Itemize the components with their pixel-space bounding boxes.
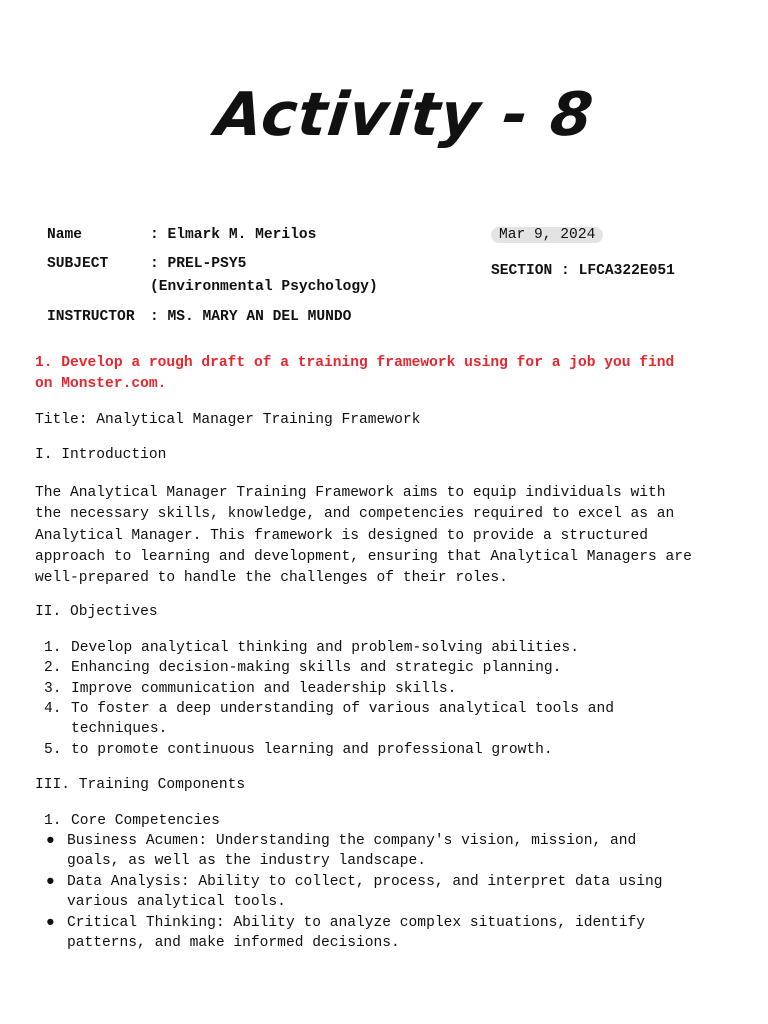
bullet-item: Data Analysis: Ability to collect, process, and interpret data using [67, 874, 663, 890]
intro-line: approach to learning and development, ensuring that Analytical Managers are [35, 548, 692, 565]
objective-num: 5. [44, 742, 62, 758]
objective-item: to promote continuous learning and professional growth. [71, 742, 553, 758]
objective-item-cont: techniques. [71, 721, 168, 737]
objectives-heading: II. Objectives [35, 604, 158, 620]
doc-title: Title: Analytical Manager Training Framework [35, 412, 421, 428]
component-num: 1. [44, 813, 62, 829]
bullet-item-cont: patterns, and make informed decisions. [67, 935, 400, 951]
intro-line: Analytical Manager. This framework is designed to provide a structured [35, 527, 649, 544]
bullet-icon: ● [46, 915, 55, 931]
intro-paragraph [35, 483, 692, 589]
name-label: Name [47, 227, 83, 243]
date-chip: Mar 9, 2024 [491, 227, 603, 243]
objective-item: Improve communication and leadership skills. [71, 681, 457, 697]
components-heading: III. Training Components [35, 777, 246, 793]
objective-item: Develop analytical thinking and problem-solving abilities. [71, 640, 579, 656]
intro-line: well-prepared to handle the challenges of their roles. [35, 570, 508, 587]
bullet-item-cont: goals, as well as the industry landscape. [67, 853, 427, 869]
bullet-icon: ● [46, 833, 55, 849]
intro-line: the necessary skills, knowledge, and competencies required to excel as an [35, 506, 675, 523]
question-line-2: on Monster.com. [35, 376, 167, 392]
bullet-icon: ● [46, 874, 55, 890]
section-label: SECTION : LFCA322E051 [491, 263, 675, 279]
activity-title: Activity - 8 [212, 80, 597, 150]
objective-item: Enhancing decision-making skills and strategic planning. [71, 660, 562, 676]
intro-heading: I. Introduction [35, 447, 167, 463]
instructor-value: : MS. MARY AN DEL MUNDO [150, 309, 352, 325]
subject-label: SUBJECT [47, 256, 109, 272]
bullet-item: Critical Thinking: Ability to analyze complex situations, identify [67, 915, 646, 931]
instructor-label: INSTRUCTOR [47, 309, 135, 325]
question-line-1: 1. Develop a rough draft of a training framework using for a job you find [35, 355, 675, 371]
bullet-item-cont: various analytical tools. [67, 894, 286, 910]
component-subheading: Core Competencies [71, 813, 220, 829]
bullet-item: Business Acumen: Understanding the company's vision, mission, and [67, 833, 637, 849]
name-value: : Elmark M. Merilos [150, 227, 317, 243]
objective-num: 2. [44, 660, 62, 676]
subject-value-cont: (Environmental Psychology) [150, 279, 378, 295]
intro-line: The Analytical Manager Training Framework aims to equip individuals with [35, 485, 666, 501]
objective-num: 1. [44, 640, 62, 656]
subject-value: : PREL-PSY5 [150, 256, 247, 272]
objective-num: 3. [44, 681, 62, 697]
objective-num: 4. [44, 701, 62, 717]
objective-item: To foster a deep understanding of various analytical tools and [71, 701, 614, 717]
